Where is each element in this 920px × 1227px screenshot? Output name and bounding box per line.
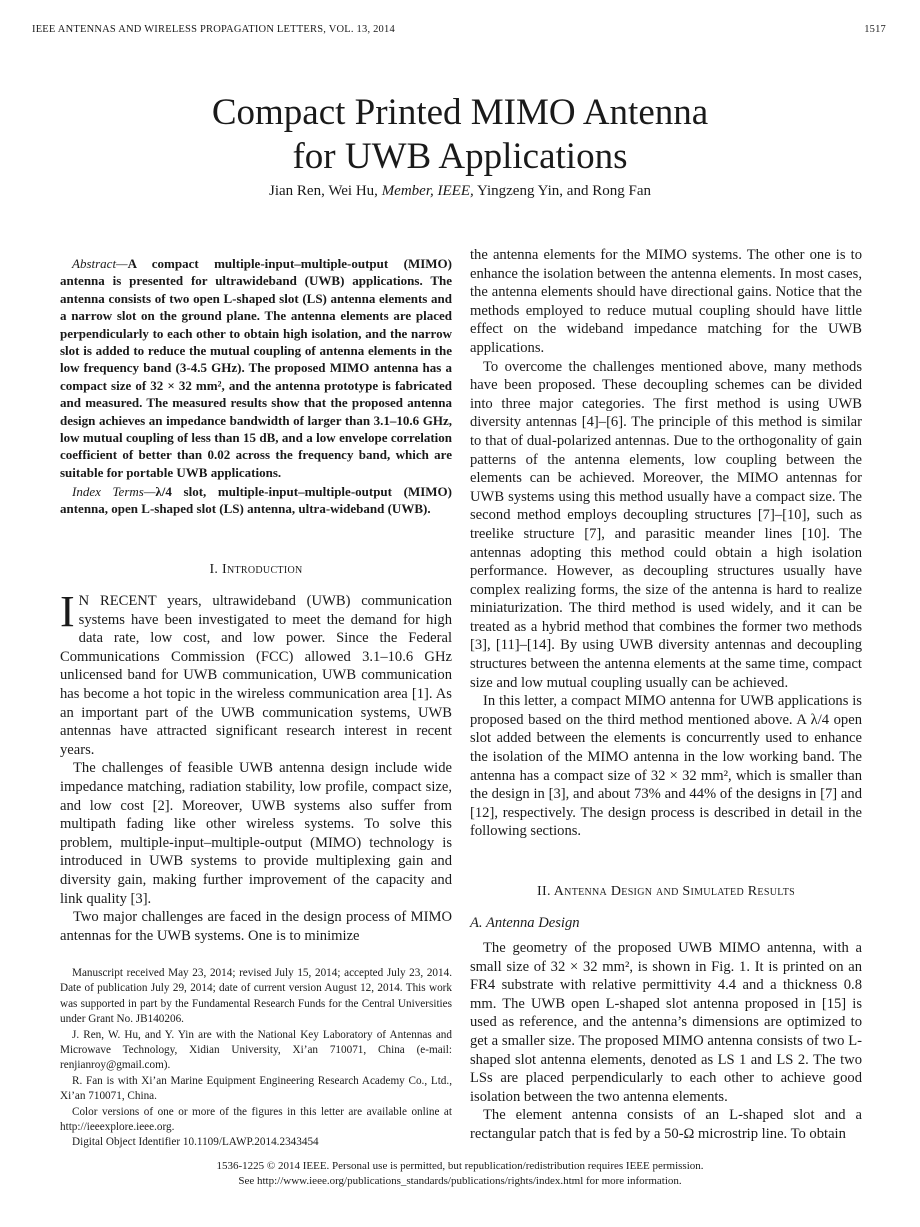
rights-link-line: See http://www.ieee.org/publications_standards/publications/rights/index.html for more information. [238,1175,682,1187]
title-line-1: Compact Printed MIMO Antenna [211,92,709,133]
section-heading: I. Introduction [209,562,303,577]
abstract-label: Abstract— [72,256,128,271]
footnote: J. Ren, W. Hu, and Y. Yin are with the National Key Laboratory of Antennas and Microwave Technology, Xidian University, Xi’an 710071, China (e-mail: renjianroy@gmail.com). [60,1028,452,1072]
design-text [470,939,862,1144]
paragraph: Two major challenges are faced in the design process of MIMO antennas for the UWB systems. One is to minimize [60,909,452,944]
footnote: R. Fan is with Xi’an Marine Equipment Engineering Research Academy Co., Ltd., Xi’an 710071, China. [60,1074,452,1103]
subsection-heading: A. Antenna Design [470,915,580,931]
footnote: Color versions of one or more of the figures in this letter are available online at http://ieeexplore.ieee.org. [60,1105,452,1134]
drop-cap: I [60,587,75,636]
paper-title [0,91,920,179]
index-terms-label: Index Terms— [72,484,156,499]
author-role: Member, IEEE, [381,183,474,199]
paragraph: The challenges of feasible UWB antenna design include wide impedance matching, radiation stability, low profile, compact size, and low cost [2]. Moreover, UWB systems also suffer from multipath fading like other wireless systems. To solve this problem, multiple-input–multiple-output (MIMO) technology is introduced in UWB systems to provide multiplexing gain and diversity gain, making further improvement of the capacity and link quality [3]. [60,760,452,907]
abstract [60,255,452,481]
paragraph: The geometry of the proposed UWB MIMO antenna, with a small size of 32 × 32 mm², is shown in Fig. 1. It is printed on an FR4 substrate with relative permittivity 4.4 and a thickness 0.8 mm. The UWB open L-shaped slot antenna proposed in [15] is used as reference, and the antenna’s dimensions are optimized to get a smaller size. The proposed MIMO antenna consists of two L-shaped slot antenna elements, denoted as LS 1 and LS 2. The two LSs are placed perpendicularly to each other to achieve good isolation between the two antenna elements. [470,940,862,1105]
paragraph: The element antenna consists of an L-shaped slot and a rectangular patch that is fed by a 50-Ω microstrip line. To obtain [470,1107,862,1142]
author: Rong Fan [592,183,651,199]
footnotes [60,966,452,1151]
page-number: 1517 [864,24,886,35]
author: Yingzeng Yin, and [476,183,589,199]
paragraph: N RECENT years, ultrawideband (UWB) communication systems have been investigated to meet the demand for high data rate, low cost, and low power. Since the Federal Communications Commission (FCC) allowed 3.1–10.6 GHz unlicensed band for UWB communication, UWB communication has become a hot topic in the wireless communication area [1]. As an important part of the UWB communication systems, UWB antennas have attracted significant research interest in recent years. [60,593,452,758]
paragraph: To overcome the challenges mentioned above, many methods have been proposed. These decoupling schemes can be divided into three major categories. The first method is using UWB diversity antennas [4]–[6]. The principle of this method is similar to that of dual-polarized antennas. Due to the orthogonality of gain patterns of the antenna elements, low coupling between the elements can be achieved. Moreover, the MIMO antennas for UWB systems using this method usually have a compact size. The second method employs decoupling structures [7]–[10], such as treelike structure [7], and parasitic meander lines [10]. The antennas adopting this method could obtain a high isolation performance. However, as decoupling structures usually have complex realizing forms, the size of the antenna is hard to realize miniaturization. The third method is used widely, and it can be treated as a hybrid method that combines the former two methods [3], [11]–[14]. By using UWB diversity antennas and decoupling structures between the antenna elements at the same time, compact size and low mutual coupling usually can be achieved. [470,358,862,691]
index-terms [60,483,452,518]
author: Jian Ren, [269,183,325,199]
copyright-notice [0,1159,920,1189]
running-header: IEEE ANTENNAS AND WIRELESS PROPAGATION LETTERS, VOL. 13, 2014 [32,24,395,35]
abstract-text: A compact multiple-input–multiple-output (MIMO) antenna is presented for ultrawideband (UWB) applications. The antenna consists of two open L-shaped slot (LS) antenna elements and a narrow slot on the ground plane. The antenna elements are placed perpendicularly to each other to obtain high isolation, and the narrow slot is added to reduce the mutual coupling of antenna elements in the low frequency band (3-4.5 GHz). The proposed MIMO antenna has a compact size of 32 × 32 mm², and the antenna prototype is fabricated and measured. The measured results show that the proposed antenna design achieves an impedance bandwidth of larger than 3.1–10.6 GHz, low mutual coupling of less than 15 dB, and a low envelope correlation coefficient of better than 0.02 across the frequency band, which are suitable for portable UWB applications. [60,256,452,480]
paragraph: In this letter, a compact MIMO antenna for UWB applications is proposed based on the third method mentioned above. A λ/4 open slot added between the elements is concurrently used to enhance the isolation of the MIMO antenna in the low working band. The antenna has a compact size of 32 × 32 mm², which is smaller than the design in [3], and about 73% and 44% of the designs in [7] and [12], respectively. The design process is described in detail in the following sections. [470,693,862,840]
author-list [0,183,920,200]
copyright-line: 1536-1225 © 2014 IEEE. Personal use is permitted, but republication/redistribution requires IEEE permission. [216,1160,704,1172]
index-terms-text: λ/4 slot, multiple-input–multiple-output (MIMO) antenna, open L-shaped slot (LS) antenna, ultra-wideband (UWB). [60,484,453,517]
footnote: Digital Object Identifier 10.1109/LAWP.2014.2343454 [72,1136,319,1149]
footnote: Manuscript received May 23, 2014; revised July 15, 2014; accepted July 23, 2014. Date of publication July 29, 2014; date of current version August 12, 2014. This work was supported in part by the Fundamental Research Funds for the Central Universities under Grant No. JB140206. [60,967,452,1026]
author: Wei Hu, [328,183,378,199]
intro-text-continued [470,246,862,841]
paragraph: the antenna elements for the MIMO systems. The other one is to enhance the isolation between the antenna elements. In most cases, the antenna elements should have directional gains. Notice that the methods employed to reduce mutual coupling should have little effect on the wideband impedance matching for the UWB applications. [470,247,862,356]
title-line-2: for UWB Applications [292,136,628,177]
section-heading: II. Antenna Design and Simulated Results [537,884,795,899]
intro-text [60,587,452,945]
